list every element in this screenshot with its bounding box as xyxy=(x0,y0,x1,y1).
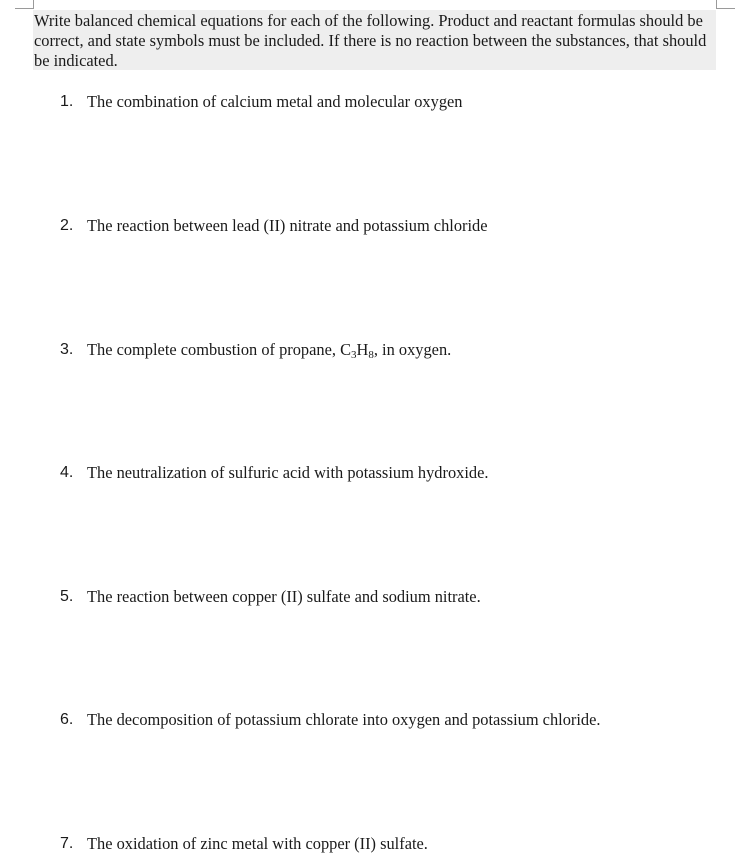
question-text: The combination of calcium metal and molecular oxygen xyxy=(87,92,463,111)
page-corner-mark-right xyxy=(716,0,735,9)
question-text-start: The complete combustion of propane, C xyxy=(87,340,352,359)
question-text: The neutralization of sulfuric acid with potassium hydroxide. xyxy=(87,463,489,482)
question-text: The decomposition of potassium chlorate into oxygen and potassium chloride. xyxy=(87,710,601,729)
question-text-middle: H xyxy=(356,340,369,359)
question-number: 4. xyxy=(60,464,74,481)
instructions-paragraph: Write balanced chemical equations for each of the following. Product and reactant formulas should be correct, and state symbols must be included. If there is no reaction between the substances, that should be indicated. xyxy=(33,10,716,70)
question-number: 7. xyxy=(60,835,74,852)
question-number: 5. xyxy=(60,588,74,605)
formula-subscript: 3 xyxy=(351,349,357,361)
question-text: The reaction between lead (II) nitrate and potassium chloride xyxy=(87,216,488,235)
question-text: The oxidation of zinc metal with copper (II) sulfate. xyxy=(87,834,428,853)
formula-subscript: 8 xyxy=(368,349,374,361)
page-corner-mark-left xyxy=(15,0,34,9)
question-number: 1. xyxy=(60,93,74,110)
question-text xyxy=(87,339,451,361)
question-text-end: , in oxygen. xyxy=(373,340,452,359)
question-number: 2. xyxy=(60,217,74,234)
question-number: 6. xyxy=(60,711,74,728)
question-text: The reaction between copper (II) sulfate and sodium nitrate. xyxy=(87,587,481,606)
question-number: 3. xyxy=(60,341,74,358)
